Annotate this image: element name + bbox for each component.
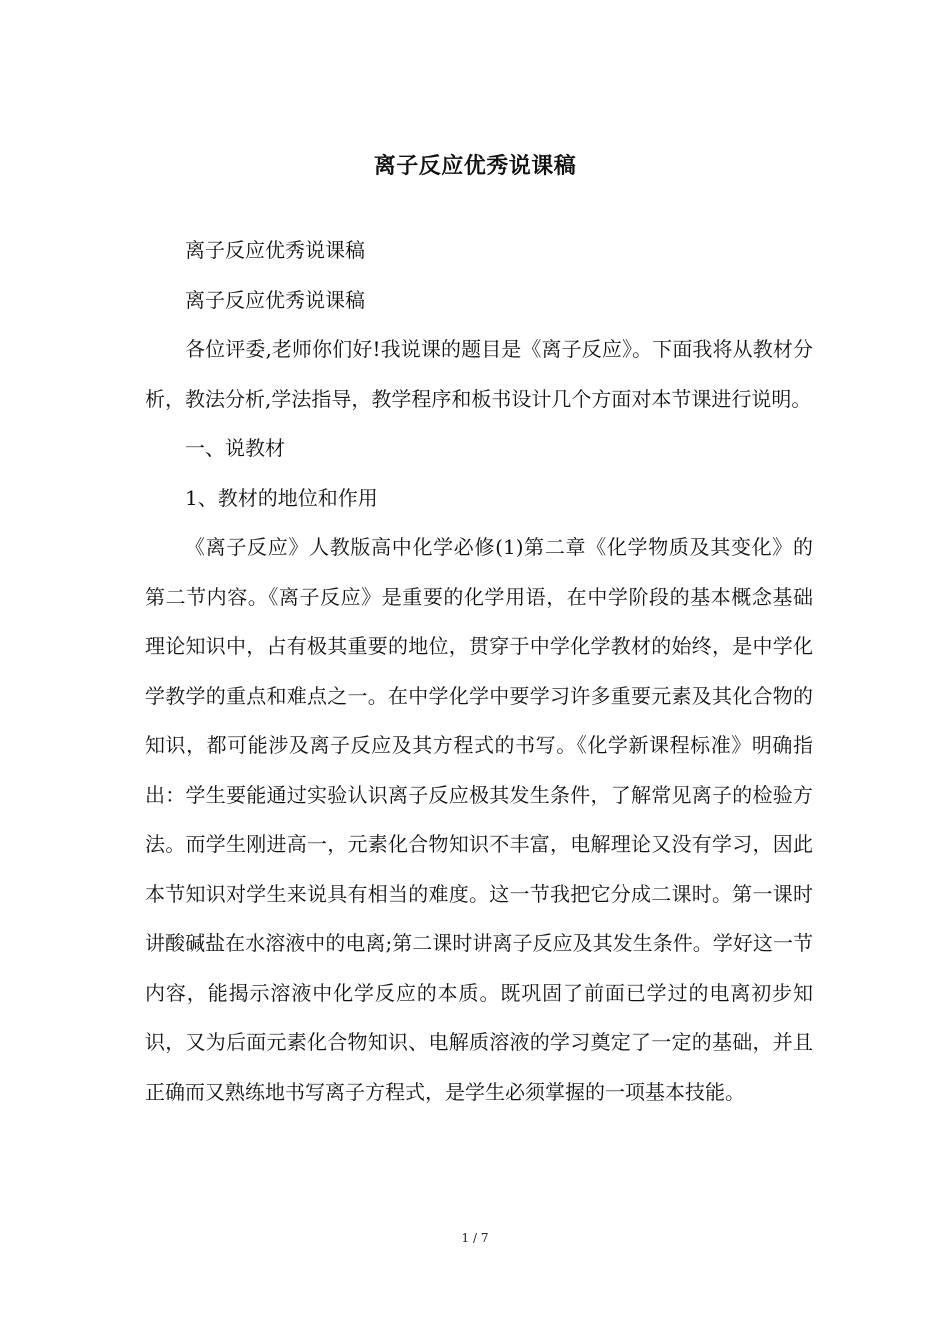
paragraph-subtitle-1: 离子反应优秀说课稿 — [185, 238, 365, 262]
paragraph-material-analysis: 《离子反应》人教版高中化学必修(1)第二章《化学物质及其变化》的第二节内容。《离子反应》是重要的化学用语，在中学阶段的基本概念基础理论知识中，占有极其重要的地位，贯穿于中学化学教材的始终，是中学化学教学的重点和难点之一。在中学化学中要学习许多重要元素及其化合物的知识，都可能涉及离子反应及其方程式的书写。《化学新课程标准》明确指出：学生要能通过实验认识离子反应极其发生条件，了解常见离子的检验方法。而学生刚进高一，元素化合物知识不丰富，电解理论又没有学习，因此本节知识对学生来说具有相当的难度。这一节我把它分成二课时。第一课时讲酸碱盐在水溶液中的电离;第二课时讲离子反应及其发生条件。学好这一节内容，能揭示溶液中化学反应的本质。既巩固了前面已学过的电离初步知识，又为后面元素化合物知识、电解质溶液的学习奠定了一定的基础，并且正确而又熟练地书写离子方程式，是学生必须掌握的一项基本技能。 — [145, 535, 813, 1104]
subsection-heading-position-and-role: 1、教材的地位和作用 — [185, 485, 378, 510]
section-heading-teaching-material: 一、说教材 — [185, 436, 285, 460]
paragraph-greeting: 各位评委,老师你们好!我说课的题目是《离子反应》。下面我将从教材分析，教法分析,学法指导，教学程序和板书设计几个方面对本节课进行说明。 — [145, 337, 813, 411]
document-body — [145, 226, 813, 1117]
page-number: 1 / 7 — [461, 1231, 489, 1245]
document-title: 离子反应优秀说课稿 — [373, 153, 577, 179]
paragraph-subtitle-2: 离子反应优秀说课稿 — [185, 287, 365, 312]
